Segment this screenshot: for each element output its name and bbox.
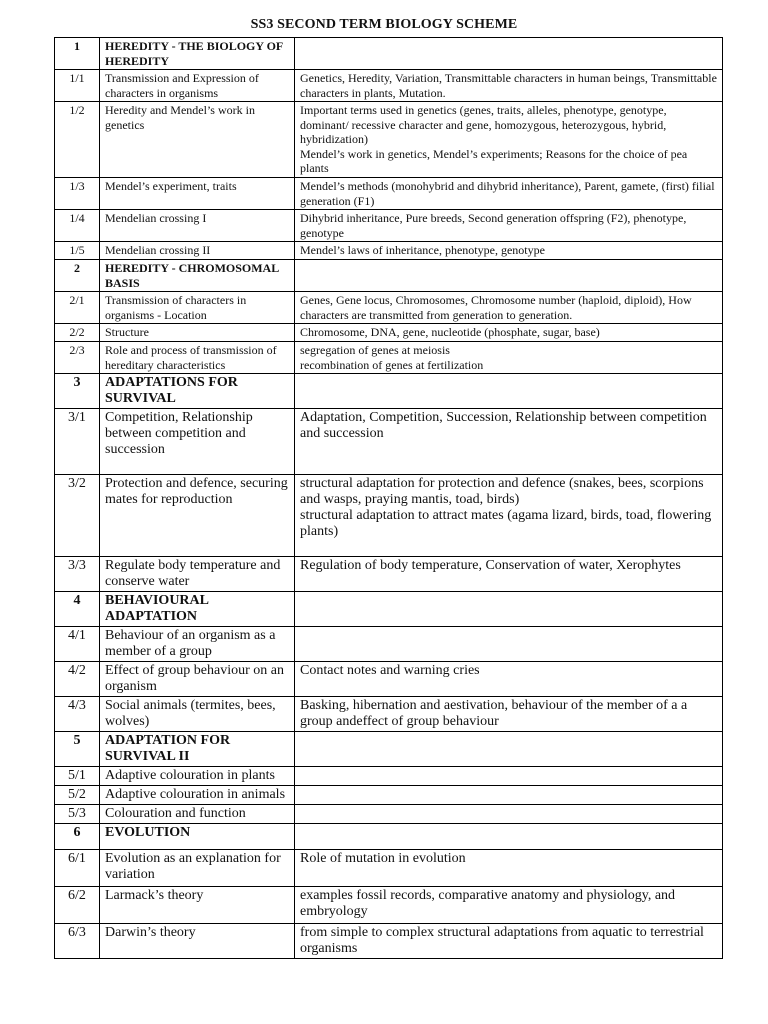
content-cell [295, 627, 723, 662]
table-row [55, 557, 723, 592]
content-cell [295, 102, 723, 178]
content-line: Contact notes and warning cries [300, 663, 480, 678]
week-number: 5/3 [55, 805, 100, 824]
week-number: 4/2 [55, 662, 100, 697]
week-number: 5/1 [55, 767, 100, 786]
table-row [55, 924, 723, 959]
content-line: segregation of genes at meiosis [300, 343, 450, 357]
topic-cell: Adaptive colouration in plants [100, 767, 295, 786]
week-number: 6 [55, 824, 100, 850]
scheme-table [54, 37, 723, 959]
table-row [55, 342, 723, 374]
content-cell [295, 805, 723, 824]
week-number: 1/2 [55, 102, 100, 178]
table-row [55, 805, 723, 824]
table-row [55, 627, 723, 662]
week-number: 5/2 [55, 786, 100, 805]
content-cell [295, 324, 723, 342]
content-line: Regulation of body temperature, Conservation of water, Xerophytes [300, 558, 681, 573]
table-row [55, 409, 723, 475]
week-number: 1/3 [55, 178, 100, 210]
week-number: 6/2 [55, 887, 100, 924]
content-line: Important terms used in genetics (genes, traits, alleles, phenotype, genotype, dominant/ recessive character and gene, homozygous, heterozygous, hybrid, hybridization) [300, 103, 667, 146]
content-line: Mendel’s laws of inheritance, phenotype, genotype [300, 243, 545, 257]
topic-cell: Social animals (termites, bees, wolves) [100, 697, 295, 732]
topic-cell: Mendelian crossing II [100, 242, 295, 260]
topic-cell: Heredity and Mendel’s work in genetics [100, 102, 295, 178]
table-row [55, 70, 723, 102]
week-number: 3/2 [55, 475, 100, 557]
table-row [55, 887, 723, 924]
week-number: 1 [55, 38, 100, 70]
scheme-table-body [55, 38, 723, 959]
week-number: 6/3 [55, 924, 100, 959]
content-cell [295, 242, 723, 260]
content-line: examples fossil records, comparative anatomy and physiology, and embryology [300, 888, 676, 919]
content-line: Mendel’s work in genetics, Mendel’s experiments; Reasons for the choice of pea plants [300, 146, 688, 175]
topic-cell: Evolution as an explanation for variation [100, 850, 295, 887]
content-cell [295, 70, 723, 102]
content-cell [295, 662, 723, 697]
section-title: HEREDITY - CHROMOSOMAL BASIS [100, 260, 295, 292]
content-line: structural adaptation for protection and defence (snakes, bees, scorpions and wasps, praying mantis, toad, birds) [300, 476, 704, 507]
week-number: 6/1 [55, 850, 100, 887]
content-line: Mendel’s methods (monohybrid and dihybrid inheritance), Parent, gamete, (first) filial generation (F1) [300, 179, 715, 208]
section-title: ADAPTATIONS FOR SURVIVAL [100, 374, 295, 409]
topic-cell: Structure [100, 324, 295, 342]
content-line: Chromosome, DNA, gene, nucleotide (phosphate, sugar, base) [300, 325, 600, 339]
content-cell [295, 409, 723, 475]
section-title: EVOLUTION [100, 824, 295, 850]
table-row [55, 210, 723, 242]
content-line: Dihybrid inheritance, Pure breeds, Second generation offspring (F2), phenotype, genotype [300, 211, 687, 240]
table-row [55, 242, 723, 260]
content-cell [295, 592, 723, 627]
week-number: 2/2 [55, 324, 100, 342]
content-cell [295, 732, 723, 767]
content-line: from simple to complex structural adaptations from aquatic to terrestrial organisms [300, 925, 704, 956]
table-row [55, 662, 723, 697]
table-row [55, 786, 723, 805]
week-number: 2 [55, 260, 100, 292]
section-header-row [55, 732, 723, 767]
content-cell [295, 786, 723, 805]
section-title: BEHAVIOURAL ADAPTATION [100, 592, 295, 627]
week-number: 1/4 [55, 210, 100, 242]
content-cell [295, 887, 723, 924]
week-number: 4/1 [55, 627, 100, 662]
content-cell [295, 292, 723, 324]
content-line: structural adaptation to attract mates (agama lizard, birds, toad, flowering plants) [300, 508, 712, 539]
content-line: recombination of genes at fertilization [300, 357, 484, 372]
content-line: Adaptation, Competition, Succession, Relationship between competition and succession [300, 410, 707, 441]
content-line: Genes, Gene locus, Chromosomes, Chromosome number (haploid, diploid), How characters are transmitted from generation to generation. [300, 293, 692, 322]
content-cell [295, 924, 723, 959]
topic-cell: Darwin’s theory [100, 924, 295, 959]
table-row [55, 767, 723, 786]
table-row [55, 697, 723, 732]
week-number: 1/1 [55, 70, 100, 102]
section-header-row [55, 374, 723, 409]
table-row [55, 850, 723, 887]
content-line: Basking, hibernation and aestivation, behaviour of the member of a a group andeffect of group behaviour [300, 698, 688, 729]
content-line: Genetics, Heredity, Variation, Transmittable characters in human beings, Transmittable characters in plants, Mutation. [300, 71, 717, 100]
topic-cell: Mendelian crossing I [100, 210, 295, 242]
content-cell [295, 260, 723, 292]
topic-cell: Transmission of characters in organisms - Location [100, 292, 295, 324]
topic-cell: Competition, Relationship between competition and succession [100, 409, 295, 475]
topic-cell: Larmack’s theory [100, 887, 295, 924]
topic-cell: Effect of group behaviour on an organism [100, 662, 295, 697]
section-header-row [55, 260, 723, 292]
week-number: 5 [55, 732, 100, 767]
week-number: 4/3 [55, 697, 100, 732]
section-title: ADAPTATION FOR SURVIVAL II [100, 732, 295, 767]
content-cell [295, 557, 723, 592]
topic-cell: Behaviour of an organism as a member of a group [100, 627, 295, 662]
table-row [55, 178, 723, 210]
week-number: 3/1 [55, 409, 100, 475]
section-header-row [55, 824, 723, 850]
week-number: 4 [55, 592, 100, 627]
content-cell [295, 38, 723, 70]
week-number: 2/3 [55, 342, 100, 374]
content-cell [295, 850, 723, 887]
topic-cell: Protection and defence, securing mates for reproduction [100, 475, 295, 557]
week-number: 3 [55, 374, 100, 409]
section-title: HEREDITY - THE BIOLOGY OF HEREDITY [100, 38, 295, 70]
week-number: 1/5 [55, 242, 100, 260]
topic-cell: Transmission and Expression of characters in organisms [100, 70, 295, 102]
content-cell [295, 210, 723, 242]
topic-cell: Adaptive colouration in animals [100, 786, 295, 805]
content-cell [295, 475, 723, 557]
content-cell [295, 374, 723, 409]
topic-cell: Role and process of transmission of hereditary characteristics [100, 342, 295, 374]
table-row [55, 102, 723, 178]
content-line: Role of mutation in evolution [300, 851, 466, 866]
content-cell [295, 178, 723, 210]
page-title: SS3 SECOND TERM BIOLOGY SCHEME [250, 17, 518, 32]
week-number: 2/1 [55, 292, 100, 324]
content-cell [295, 342, 723, 374]
topic-cell: Regulate body temperature and conserve water [100, 557, 295, 592]
section-header-row [55, 592, 723, 627]
week-number: 3/3 [55, 557, 100, 592]
table-row [55, 292, 723, 324]
table-row [55, 324, 723, 342]
content-cell [295, 824, 723, 850]
section-header-row [55, 38, 723, 70]
topic-cell: Mendel’s experiment, traits [100, 178, 295, 210]
table-row [55, 475, 723, 557]
content-cell [295, 767, 723, 786]
content-cell [295, 697, 723, 732]
topic-cell: Colouration and function [100, 805, 295, 824]
